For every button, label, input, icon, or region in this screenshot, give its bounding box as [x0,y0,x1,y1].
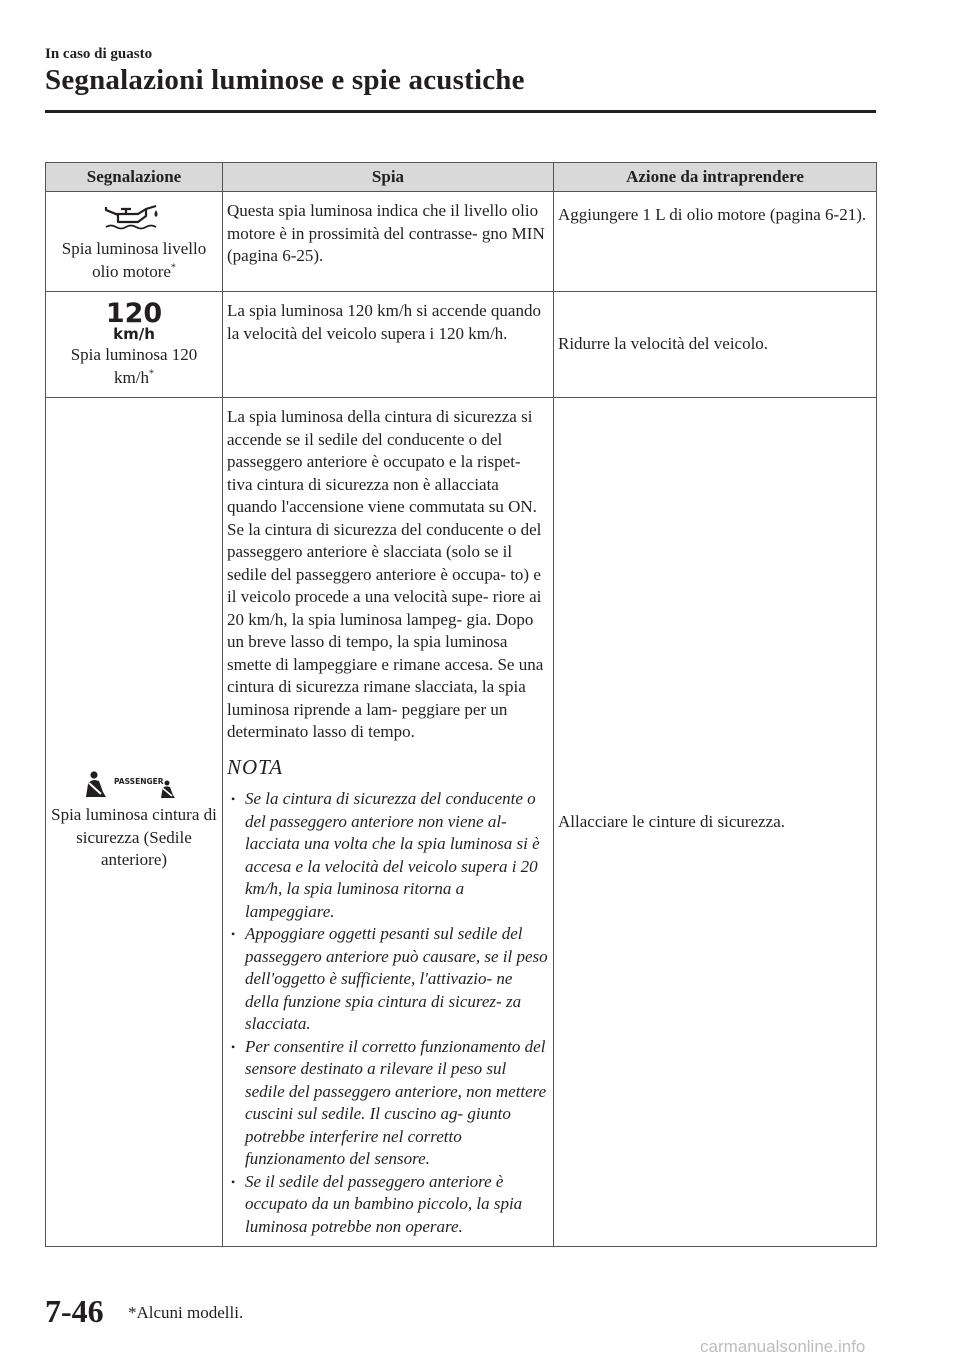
signal-label: Spia luminosa livello olio motore* [61,239,207,281]
table-header-row [46,163,877,192]
table-row [46,292,877,398]
description-cell: Questa spia luminosa indica che il livello olio motore è in prossimità del contrasse- gno MIN (pagina 6-25). [223,192,554,292]
action-cell: Aggiungere 1 L di olio motore (pagina 6-21). [554,192,877,292]
asterisk: * [170,261,176,273]
section-label: In caso di guasto [45,46,153,62]
passenger-label: PASSENGER [114,777,164,787]
action-cell: Ridurre la velocità del veicolo. [554,292,877,398]
description-cell: La spia luminosa 120 km/h si accende quando la velocità del veicolo supera i 120 km/h. [223,292,554,398]
action-cell: Allacciare le cinture di sicurezza. [554,398,877,1247]
signal-label: Spia luminosa cintura di sicurezza (Sedile anteriore) [51,805,217,870]
table-row [46,192,877,292]
nota-title: NOTA [227,754,284,779]
signal-cell [46,398,223,1247]
speed-icon-unit: km/h [113,325,155,342]
signal-cell [46,292,223,398]
speed-120-icon [50,298,218,344]
nota-list [227,788,550,1238]
nota-item: • Appoggiare oggetti pesanti sul sedile del passeggero anteriore può causare, se il peso dell'oggetto è sufficiente, l'attivazio- ne della funzione spia cintura di sicurez- za slacciata. [227,923,550,1036]
oil-level-icon [50,198,218,238]
table-row [46,398,877,1247]
signal-cell [46,192,223,292]
column-header-action: Azione da intraprendere [554,163,877,192]
column-header-signal: Segnalazione [46,163,223,192]
description-cell [223,398,554,1247]
nota-item: • Se la cintura di sicurezza del conducente o del passeggero anteriore non viene al- lacciata una volta che la spia luminosa si è accesa e la velocità del veicolo supera i 20 km/h, la spia luminosa ritorna a lampeggiare. [227,788,550,923]
asterisk: * [148,367,154,379]
nota-item: • Per consentire il corretto funzionamento del sensore destinato a rilevare il peso sul sedile del passeggero anteriore, non mettere cuscini sul sedile. Il cuscino ag- giunto potrebbe interferire nel corretto funzionamento del sensore. [227,1036,550,1171]
title-rule [45,110,876,113]
nota-item: • Se il sedile del passeggero anteriore è occupato da un bambino piccolo, la spia luminosa potrebbe non operare. [227,1171,550,1239]
description-paragraph: Se la cintura di sicurezza del conducente o del passeggero anteriore è slacciata (solo se il sedile del passeggero anteriore è occupa- to) e il veicolo procede a una velocità supe- riore ai 20 km/h, la spia luminosa lampeg- gia. Dopo un breve lasso di tempo, la spia luminosa smette di lampeggiare e rimane accesa. Se una cintura di sicurezza rimane slacciata, la spia luminosa riprende a lam- peggiare per un determinato lasso di tempo. [227,519,544,741]
warning-lights-table [45,162,877,1247]
watermark: carmanualsonline.info [700,1337,866,1356]
page-title: Segnalazioni luminose e spie acustiche [45,64,525,96]
speed-icon-number: 120 [105,298,163,329]
seatbelt-icon [50,770,218,804]
footnote: *Alcuni modelli. [128,1303,244,1322]
page-number: 7-46 [45,1293,104,1329]
description-paragraph: La spia luminosa della cintura di sicurezza si accende se il sedile del conducente o del passeggero anteriore è occupato e la rispet- tiva cintura di sicurezza non è allacciata quando l'accensione viene commutata su ON. [227,407,537,516]
column-header-light: Spia [223,163,554,192]
signal-label: Spia luminosa 120 km/h* [70,345,198,387]
